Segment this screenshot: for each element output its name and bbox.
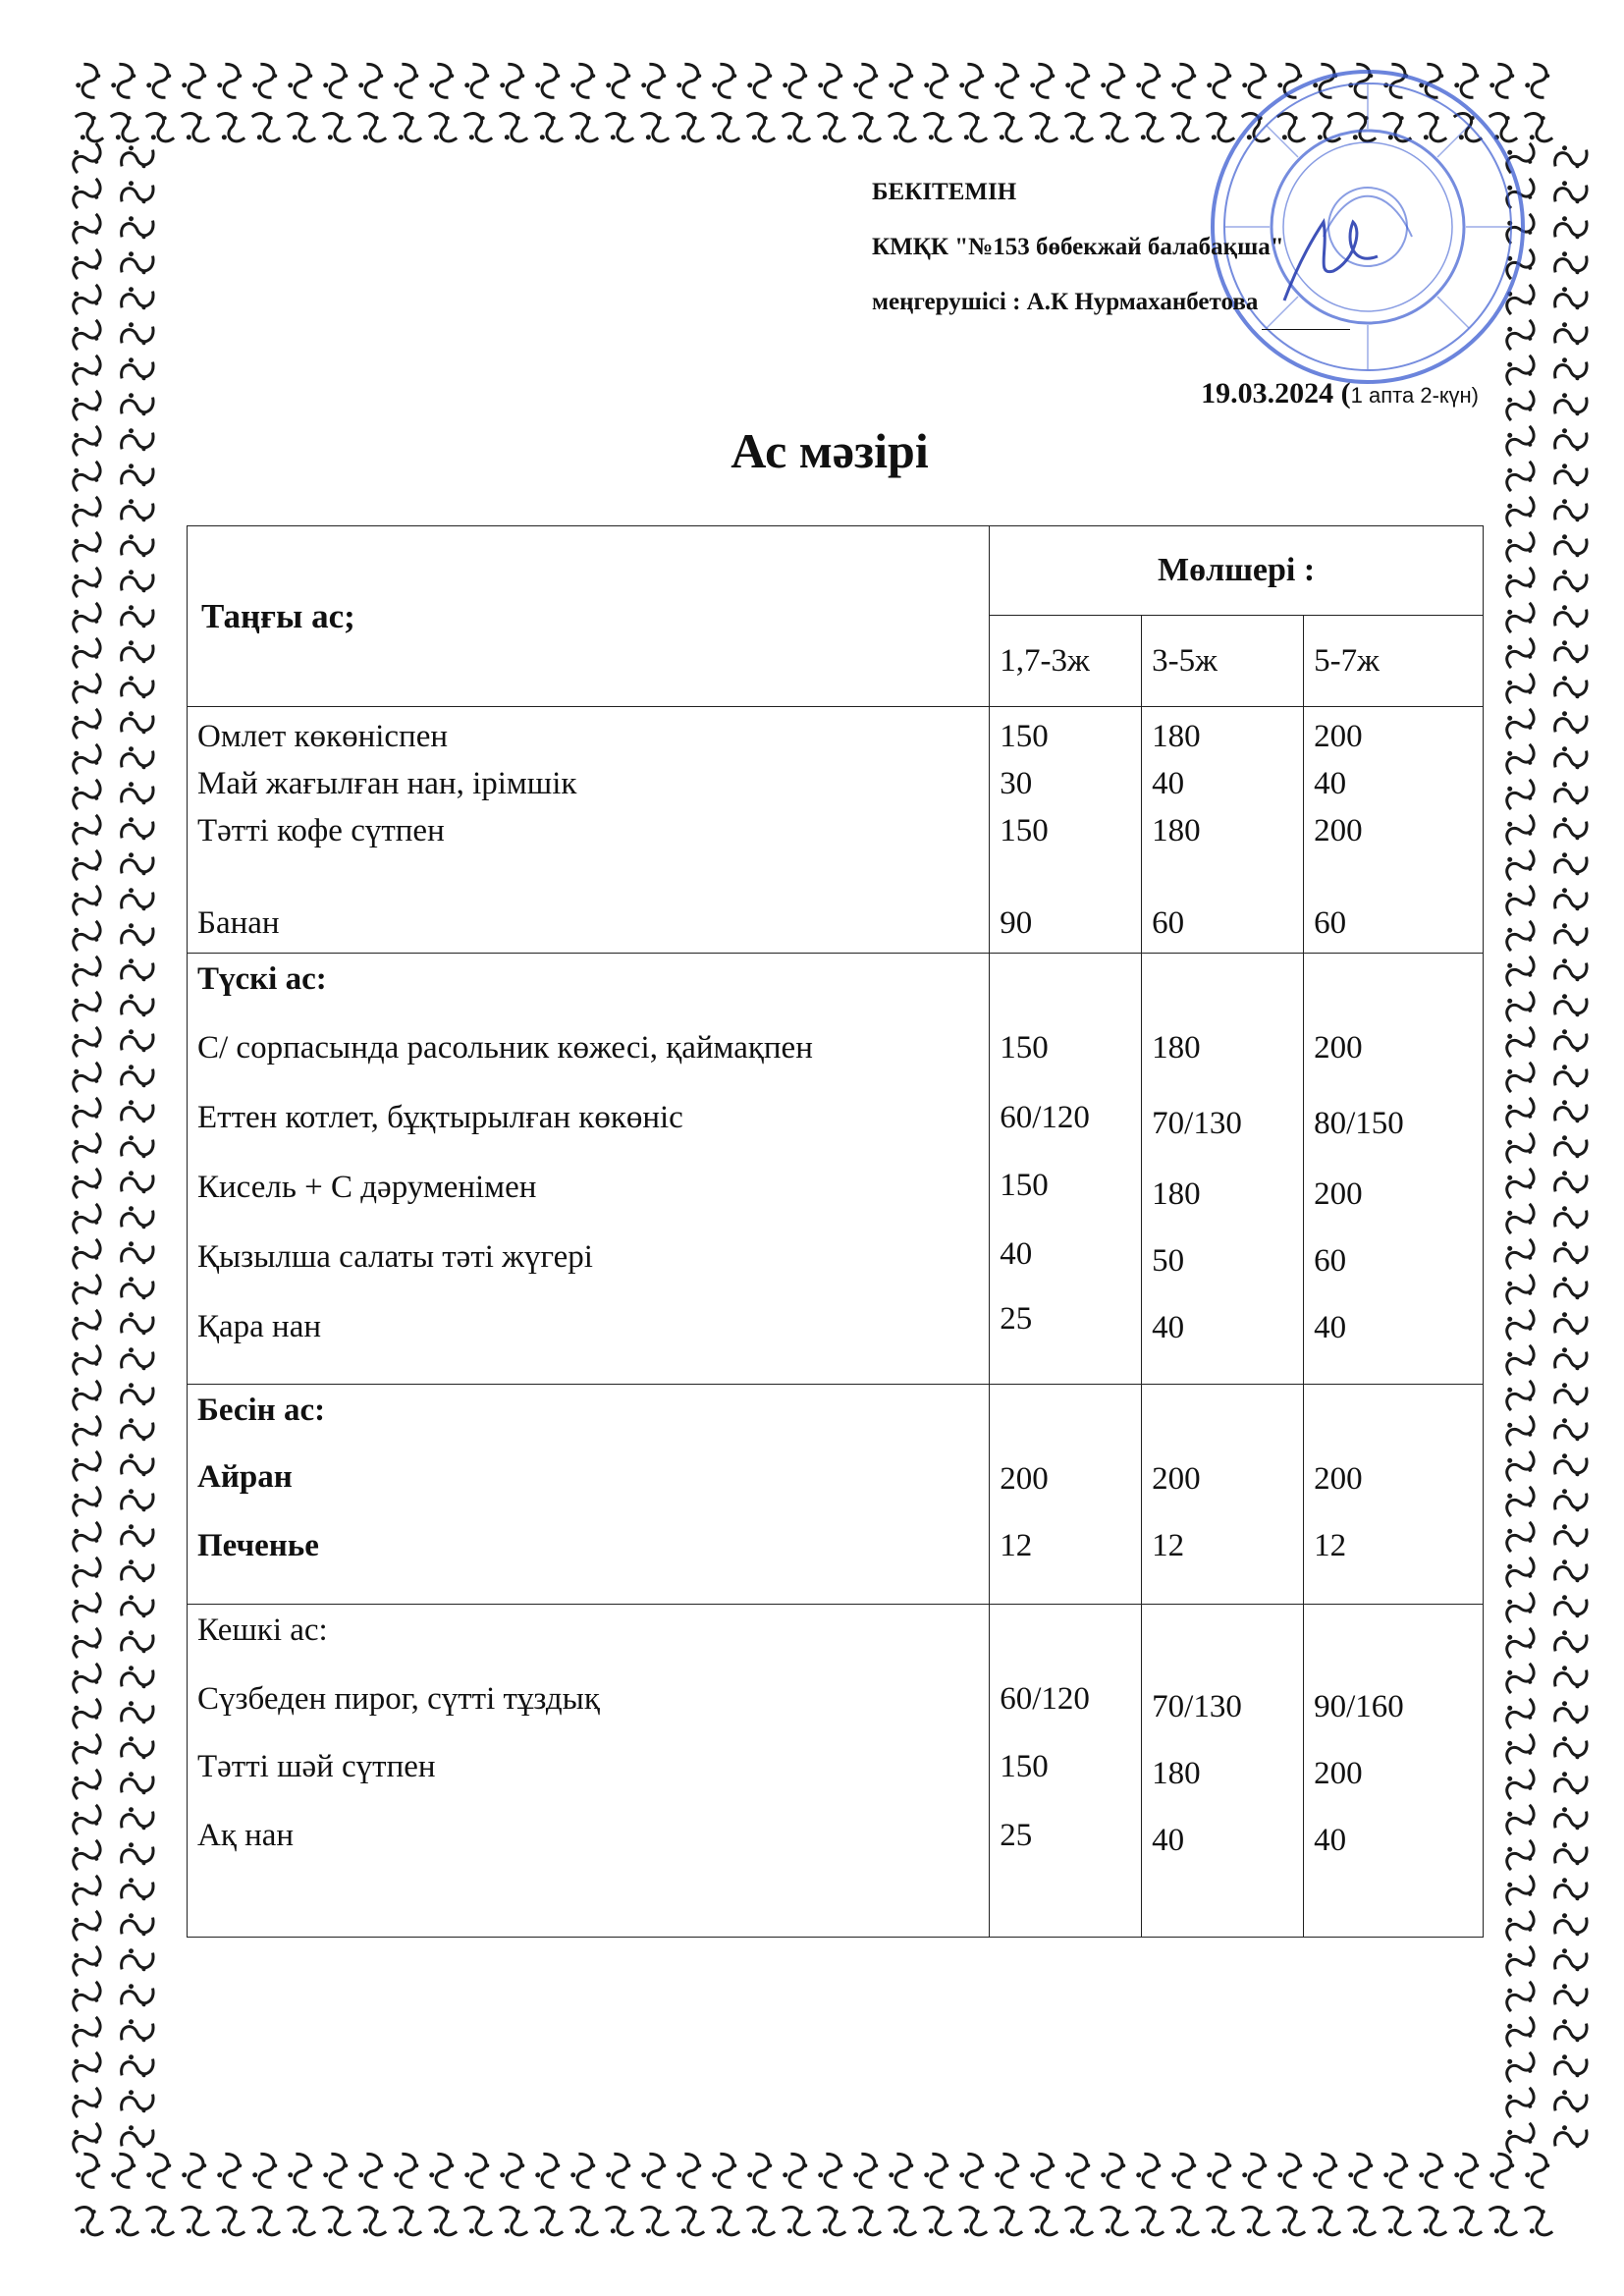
qty-value: 180 bbox=[1152, 719, 1201, 754]
qty-value: 12 bbox=[1314, 1528, 1347, 1563]
list-item: Қызылша салаты тәті жүгері bbox=[197, 1239, 593, 1275]
qty-value: 150 bbox=[1000, 1030, 1049, 1066]
qty-value: 180 bbox=[1152, 1176, 1201, 1212]
qty-value: 200 bbox=[1000, 1461, 1049, 1497]
breakfast-items bbox=[188, 707, 990, 954]
breakfast-qty-1 bbox=[990, 707, 1142, 954]
qty-value: 90 bbox=[1000, 905, 1033, 941]
document-date bbox=[1201, 377, 1479, 410]
qty-value: 200 bbox=[1152, 1461, 1201, 1497]
qty-value bbox=[1000, 860, 1141, 905]
lunch-qty-1 bbox=[990, 954, 1142, 1385]
qty-value: 40 bbox=[1152, 1310, 1185, 1345]
snack-row bbox=[188, 1385, 1484, 1605]
qty-value: 150 bbox=[1000, 1749, 1049, 1784]
qty-value: 200 bbox=[1314, 1030, 1363, 1066]
page-title: Ас мәзірі bbox=[731, 423, 929, 478]
list-item: С/ сорпасында расольник көжесі, қаймақпен bbox=[197, 1030, 813, 1066]
qty-value: 12 bbox=[1152, 1528, 1185, 1563]
list-item: Қара нан bbox=[197, 1309, 322, 1344]
qty-value: 90/160 bbox=[1314, 1689, 1404, 1724]
lunch-qty-3 bbox=[1304, 954, 1484, 1385]
lunch-qty-2 bbox=[1142, 954, 1304, 1385]
breakfast-qty-2 bbox=[1142, 707, 1304, 954]
qty-value: 200 bbox=[1314, 813, 1363, 848]
qty-value bbox=[1314, 860, 1483, 905]
age-header-3: 5-7ж bbox=[1304, 616, 1484, 707]
list-item: Омлет көкөніспен bbox=[197, 719, 449, 754]
qty-value: 200 bbox=[1314, 1461, 1363, 1497]
breakfast-heading: Таңғы ас; bbox=[188, 526, 990, 707]
qty-value: 60/120 bbox=[1000, 1100, 1090, 1135]
dinner-items bbox=[188, 1605, 990, 1938]
approval-heading: БЕКІТЕМІН bbox=[872, 179, 1017, 205]
date-main: 19.03.2024 ( bbox=[1201, 377, 1351, 410]
list-item: Ақ нан bbox=[197, 1818, 295, 1853]
approval-block bbox=[872, 165, 1350, 330]
qty-value: 150 bbox=[1000, 719, 1049, 754]
qty-value: 200 bbox=[1314, 719, 1363, 754]
qty-value: 40 bbox=[1152, 1823, 1185, 1858]
approval-org: КМҚК "№153 бөбекжай балабақша" bbox=[872, 234, 1284, 260]
qty-value: 25 bbox=[1000, 1818, 1033, 1853]
dinner-row bbox=[188, 1605, 1484, 1938]
qty-value: 40 bbox=[1314, 1310, 1347, 1345]
dinner-qty-1 bbox=[990, 1605, 1142, 1938]
qty-value: 80/150 bbox=[1314, 1106, 1404, 1141]
list-item: Банан bbox=[197, 905, 280, 941]
list-item bbox=[197, 860, 989, 905]
date-note: 1 апта 2-күн) bbox=[1350, 383, 1479, 408]
qty-value: 70/130 bbox=[1152, 1689, 1242, 1724]
qty-value: 40 bbox=[1314, 766, 1347, 801]
list-item: Сүзбеден пирог, сүтті тұздық bbox=[197, 1681, 600, 1717]
qty-value: 40 bbox=[1314, 1823, 1347, 1858]
qty-value: 60 bbox=[1152, 905, 1185, 941]
snack-qty-1 bbox=[990, 1385, 1142, 1605]
qty-value: 12 bbox=[1000, 1528, 1033, 1563]
dinner-qty-2 bbox=[1142, 1605, 1304, 1938]
qty-value: 40 bbox=[1152, 766, 1185, 801]
qty-value: 180 bbox=[1152, 1756, 1201, 1791]
age-header-1: 1,7-3ж bbox=[990, 616, 1142, 707]
qty-value bbox=[1152, 860, 1303, 905]
dinner-heading: Кешкі ас: bbox=[197, 1613, 328, 1648]
lunch-items bbox=[188, 954, 990, 1385]
snack-qty-2 bbox=[1142, 1385, 1304, 1605]
qty-value: 200 bbox=[1314, 1756, 1363, 1791]
breakfast-qty-3 bbox=[1304, 707, 1484, 954]
lunch-row bbox=[188, 954, 1484, 1385]
qty-value: 200 bbox=[1314, 1176, 1363, 1212]
qty-value: 180 bbox=[1152, 813, 1201, 848]
qty-value: 150 bbox=[1000, 813, 1049, 848]
qty-value: 150 bbox=[1000, 1168, 1049, 1203]
qty-value: 30 bbox=[1000, 766, 1033, 801]
list-item: Тәтті кофе сүтпен bbox=[197, 813, 445, 848]
lunch-heading: Түскі ас: bbox=[197, 961, 327, 997]
qty-value: 40 bbox=[1000, 1236, 1033, 1272]
list-item: Кисель + С дәруменімен bbox=[197, 1170, 537, 1205]
snack-qty-3 bbox=[1304, 1385, 1484, 1605]
age-header-2: 3-5ж bbox=[1142, 616, 1304, 707]
amount-header: Мөлшері : bbox=[990, 526, 1484, 616]
menu-table bbox=[187, 525, 1484, 1938]
list-item: Май жағылған нан, ірімшік bbox=[197, 766, 577, 801]
qty-value: 180 bbox=[1152, 1030, 1201, 1066]
approval-head: меңгерушісі : А.К Нурмаханбетова bbox=[872, 289, 1259, 315]
list-item: Айран bbox=[197, 1459, 293, 1495]
qty-value: 70/130 bbox=[1152, 1106, 1242, 1141]
signature-line bbox=[1262, 307, 1350, 330]
qty-value: 60 bbox=[1314, 1243, 1347, 1279]
snack-heading: Бесін ас: bbox=[197, 1393, 326, 1428]
list-item: Еттен котлет, бұқтырылған көкөніс bbox=[197, 1100, 683, 1135]
dinner-qty-3 bbox=[1304, 1605, 1484, 1938]
qty-value: 60/120 bbox=[1000, 1681, 1090, 1717]
snack-items bbox=[188, 1385, 990, 1605]
qty-value: 60 bbox=[1314, 905, 1347, 941]
list-item: Печенье bbox=[197, 1528, 319, 1563]
approval-head-line bbox=[872, 275, 1350, 330]
list-item: Тәтті шәй сүтпен bbox=[197, 1749, 436, 1784]
qty-value: 25 bbox=[1000, 1301, 1033, 1337]
qty-value: 50 bbox=[1152, 1243, 1185, 1279]
breakfast-row bbox=[188, 707, 1484, 954]
